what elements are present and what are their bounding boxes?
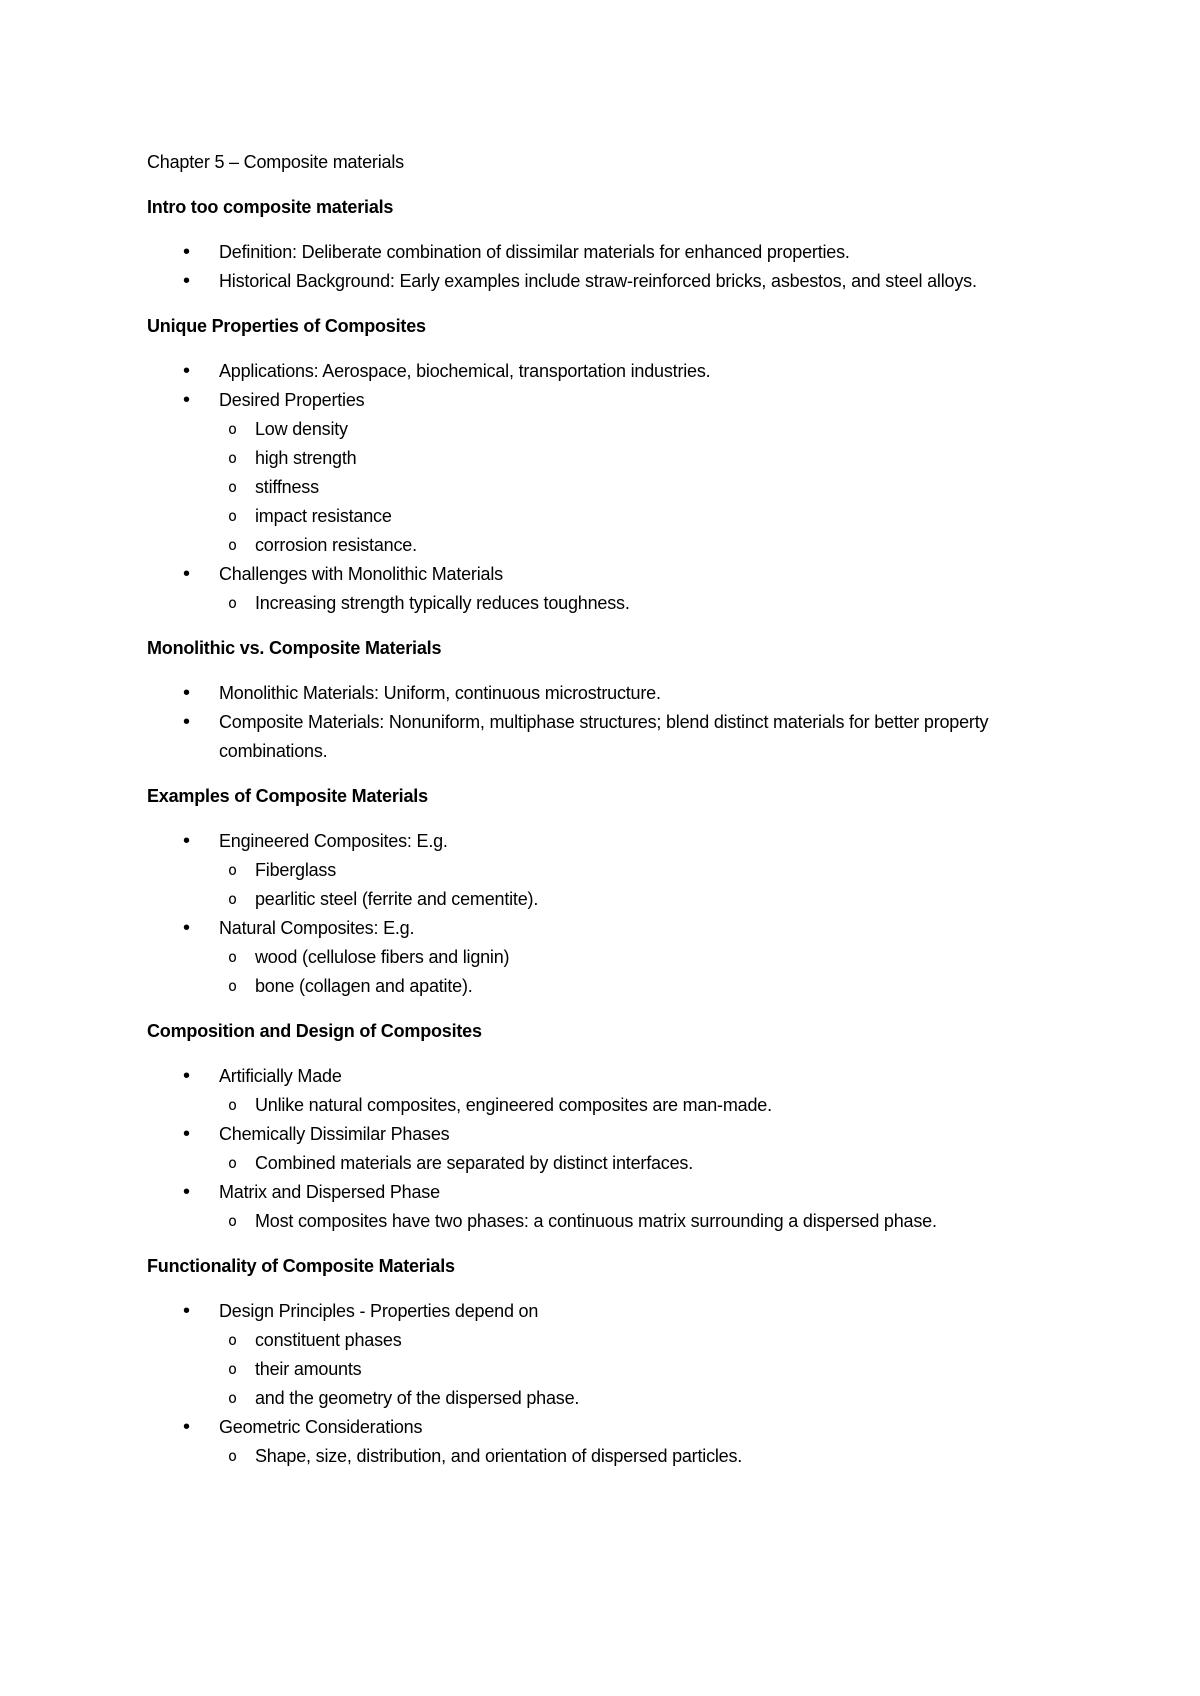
bullet-item (147, 238, 1067, 267)
bullet-text: Desired Properties (219, 390, 365, 410)
section-heading: Monolithic vs. Composite Materials (147, 638, 442, 658)
section-heading: Examples of Composite Materials (147, 786, 428, 806)
sub-bullet-item: o Combined materials are separated by distinct interfaces. (219, 1149, 1067, 1178)
bullet-text: Design Principles - Properties depend on (219, 1301, 539, 1321)
sub-bullet-item: o Fiberglass (219, 856, 1067, 885)
bullet-item (147, 267, 1067, 296)
bullet-text: Historical Background: Early examples include straw-reinforced bricks, asbestos, and steel alloys. (219, 271, 977, 291)
bullet-text: Applications: Aerospace, biochemical, transportation industries. (219, 361, 711, 381)
bullet-text: Definition: Deliberate combination of dissimilar materials for enhanced properties. (219, 242, 850, 262)
bullet-list (147, 1297, 1067, 1471)
bullet-item (147, 357, 1067, 386)
bullet-text: Challenges with Monolithic Materials (219, 564, 503, 584)
sub-bullet-item: o Increasing strength typically reduces toughness. (219, 589, 1067, 618)
bullet-text: Monolithic Materials: Uniform, continuous microstructure. (219, 683, 661, 703)
sub-bullet-item: o Low density (219, 415, 1067, 444)
bullet-item (147, 1120, 1067, 1178)
bullet-item (147, 914, 1067, 1001)
sub-bullet-item: o Shape, size, distribution, and orientation of dispersed particles. (219, 1442, 1067, 1471)
bullet-text: Natural Composites: E.g. (219, 918, 415, 938)
sub-bullet-item: o wood (cellulose fibers and lignin) (219, 943, 1067, 972)
bullet-list (147, 1062, 1067, 1236)
bullet-item (147, 1413, 1067, 1471)
bullet-list (147, 238, 1067, 296)
sub-bullet-item: o pearlitic steel (ferrite and cementite). (219, 885, 1067, 914)
sub-bullet-item: o and the geometry of the dispersed phase. (219, 1384, 1067, 1413)
sub-bullet-item: o their amounts (219, 1355, 1067, 1384)
document-title: Chapter 5 – Composite materials (147, 152, 404, 172)
bullet-item (147, 827, 1067, 914)
section (147, 1252, 1067, 1471)
bullet-item (147, 708, 1067, 766)
bullet-text: Artificially Made (219, 1066, 342, 1086)
sub-bullet-list (219, 1149, 1067, 1178)
sub-bullet-item: o corrosion resistance. (219, 531, 1067, 560)
bullet-item (147, 560, 1067, 618)
sub-bullet-list (219, 856, 1067, 914)
bullet-item (147, 1297, 1067, 1413)
section-heading: Intro too composite materials (147, 197, 394, 217)
section (147, 1017, 1067, 1236)
bullet-list (147, 827, 1067, 1001)
section (147, 193, 1067, 296)
sub-bullet-list (219, 1091, 1067, 1120)
sub-bullet-item: o stiffness (219, 473, 1067, 502)
section (147, 782, 1067, 1001)
sub-bullet-item: o Most composites have two phases: a continuous matrix surrounding a dispersed phase. (219, 1207, 1067, 1236)
sub-bullet-list (219, 415, 1067, 560)
sub-bullet-list (219, 1442, 1067, 1471)
bullet-item (147, 679, 1067, 708)
section (147, 634, 1067, 766)
document-page (147, 148, 1067, 1487)
bullet-text: Chemically Dissimilar Phases (219, 1124, 450, 1144)
sub-bullet-item: o high strength (219, 444, 1067, 473)
section-heading: Composition and Design of Composites (147, 1021, 482, 1041)
sub-bullet-list (219, 589, 1067, 618)
bullet-text: Engineered Composites: E.g. (219, 831, 448, 851)
bullet-list (147, 679, 1067, 766)
sub-bullet-list (219, 1326, 1067, 1413)
document-body (147, 193, 1067, 1471)
bullet-text: Composite Materials: Nonuniform, multiphase structures; blend distinct materials for better property combinations. (219, 712, 989, 761)
bullet-text: Geometric Considerations (219, 1417, 423, 1437)
section-heading: Unique Properties of Composites (147, 316, 426, 336)
bullet-list (147, 357, 1067, 618)
sub-bullet-item: o bone (collagen and apatite). (219, 972, 1067, 1001)
sub-bullet-item: o impact resistance (219, 502, 1067, 531)
bullet-item (147, 1062, 1067, 1120)
bullet-item (147, 386, 1067, 560)
sub-bullet-item: o Unlike natural composites, engineered composites are man-made. (219, 1091, 1067, 1120)
bullet-item (147, 1178, 1067, 1236)
sub-bullet-list (219, 943, 1067, 1001)
bullet-text: Matrix and Dispersed Phase (219, 1182, 440, 1202)
sub-bullet-list (219, 1207, 1067, 1236)
sub-bullet-item: o constituent phases (219, 1326, 1067, 1355)
section-heading: Functionality of Composite Materials (147, 1256, 455, 1276)
section (147, 312, 1067, 618)
